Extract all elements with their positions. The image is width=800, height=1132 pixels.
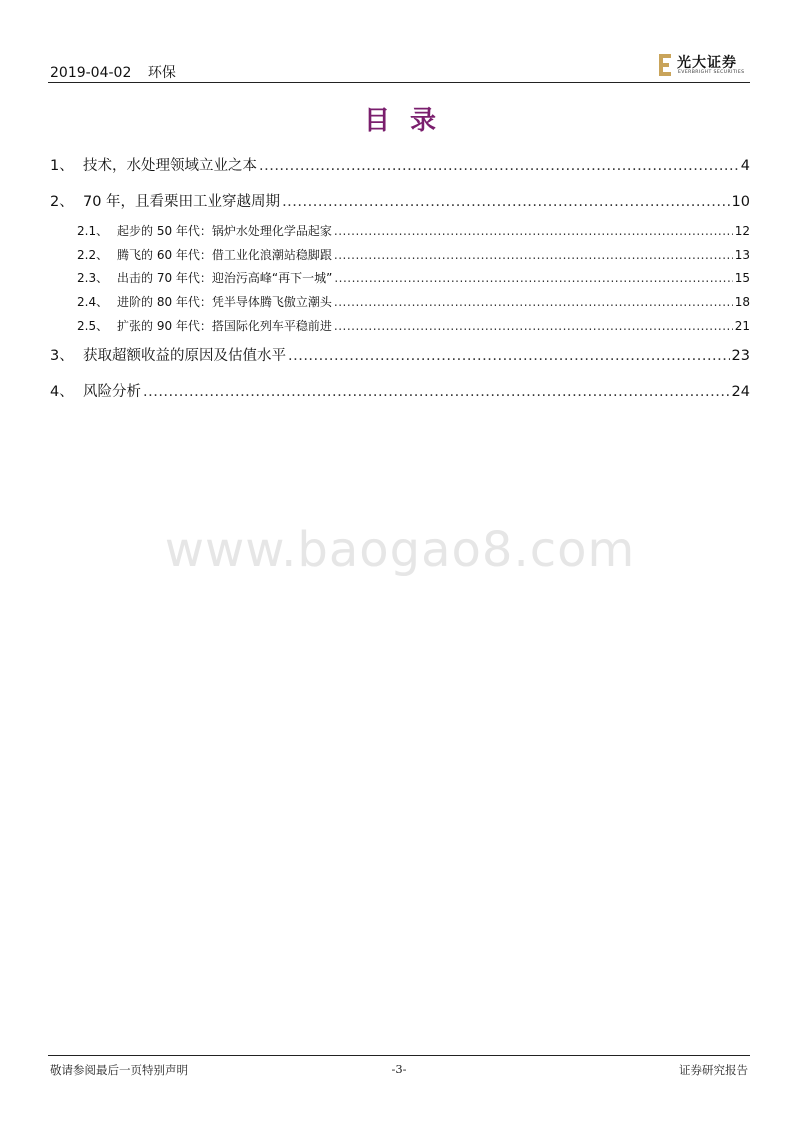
everbright-logo-icon: [658, 53, 674, 77]
report-sector: 环保: [147, 65, 176, 81]
toc-entry-number: 2.5、: [77, 318, 109, 333]
toc-entry-title: 扩张的 90 年代：搭国际化列车平稳前进: [117, 318, 332, 333]
toc-entry[interactable]: [50, 374, 750, 410]
toc-entry-number: 3、: [50, 348, 74, 365]
toc-entry-title: 进阶的 80 年代：凭半导体腾飞傲立潮头: [117, 295, 332, 310]
toc-leader-dots: [288, 338, 730, 374]
toc-leader-dots: [143, 374, 730, 410]
toc-entry-title: 技术，水处理领域立业之本: [83, 158, 257, 174]
logo-english-name: EVERBRIGHT SECURITIES: [678, 70, 745, 75]
toc-entry-page: 21: [734, 318, 750, 333]
report-type: 证券研究报告: [679, 1063, 748, 1077]
toc-leader-dots: [282, 184, 729, 220]
toc-leader-dots: [334, 220, 733, 244]
report-date: 2019-04-02: [50, 65, 132, 81]
toc-entry[interactable]: [50, 148, 750, 184]
toc-entry-title: 获取超额收益的原因及估值水平: [83, 348, 286, 365]
watermark-text: www.baogao8.com: [164, 522, 636, 578]
toc-entry-title: 70 年，且看栗田工业穿越周期: [83, 194, 281, 210]
toc-entry-number: 2、: [50, 194, 74, 210]
toc-entry-title: 腾飞的 60 年代：借工业化浪潮站稳脚跟: [117, 247, 332, 262]
toc-entry-number: 1、: [50, 158, 74, 174]
toc-entry-page: 24: [731, 384, 750, 401]
page-footer: [48, 1055, 750, 1080]
toc-leader-dots: [334, 291, 733, 315]
toc-subentry[interactable]: [50, 315, 750, 339]
toc-entry-page: 15: [734, 271, 750, 286]
toc-subentry[interactable]: [50, 220, 750, 244]
toc-entry-number: 2.2、: [77, 247, 109, 262]
toc-entry-number: 2.3、: [77, 271, 109, 286]
toc-subentry[interactable]: [50, 267, 750, 291]
toc-entry-title: 风险分析: [83, 384, 141, 401]
toc-entry-number: 2.4、: [77, 295, 109, 310]
toc-leader-dots: [259, 148, 739, 184]
toc-entry-page: 12: [734, 224, 750, 238]
toc-entry[interactable]: [50, 184, 750, 220]
toc-entry-page: 18: [734, 295, 750, 310]
toc-entry-page: 23: [731, 348, 750, 365]
table-of-contents: [50, 148, 750, 410]
toc-entry-number: 4、: [50, 384, 74, 401]
page-number: -3-: [391, 1062, 407, 1076]
toc-subentry[interactable]: [50, 244, 750, 268]
disclaimer-note: 敬请参阅最后一页特别声明: [50, 1063, 188, 1077]
toc-entry-page: 10: [731, 194, 750, 210]
logo-chinese-name: 光大证券: [677, 55, 737, 71]
header-meta: [50, 62, 188, 82]
toc-leader-dots: [334, 315, 733, 339]
everbright-logo: [658, 52, 750, 80]
toc-leader-dots: [334, 267, 732, 291]
page-header: [48, 52, 750, 83]
toc-entry-page: 13: [734, 247, 750, 262]
toc-leader-dots: [334, 244, 733, 268]
toc-entry-title: 起步的 50 年代：锅炉水处理化学品起家: [117, 224, 332, 238]
toc-subentry[interactable]: [50, 291, 750, 315]
page-title: 目录: [363, 106, 456, 136]
toc-entry-number: 2.1、: [77, 224, 109, 238]
toc-entry[interactable]: [50, 338, 750, 374]
toc-entry-page: 4: [740, 158, 750, 174]
toc-entry-title: 出击的 70 年代：迎治污高峰“再下一城”: [117, 271, 333, 286]
